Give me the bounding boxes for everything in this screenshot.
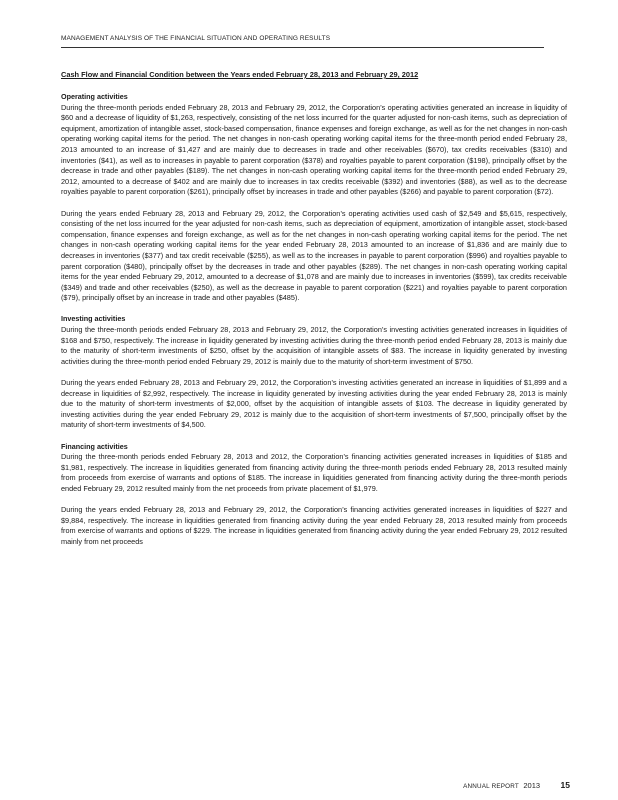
financing-paragraph-year: During the years ended February 28, 2013 and February 29, 2012, the Corporation’s financing activities generated increases in liquidities of $227 and $9,884, respectively. The increase in liquidities generated from financing activity during the year ended February 28, 2013 resulted mainly from proceeds from exercise of warrants and options of $229. The increase in liquidities generated from financing activity during the year ended February 29, 2012 resulted mainly from net proceeds — [61, 505, 567, 546]
running-header: MANAGEMENT ANALYSIS OF THE FINANCIAL SITUATION AND OPERATING RESULTS — [61, 35, 331, 42]
operating-paragraph-year: During the years ended February 28, 2013 and February 29, 2012, the Corporation’s operating activities used cash of $2,549 and $5,615, respectively, consisting of the net loss incurred for the year adjusted for non-cash items, such as depreciation of equipment, amortization of intangible asset, stock-based compensation, finance expenses and foreign exchange, as well as for the net changes in non-cash operating working capital items for the period. The net changes in non-cash operating working capital items for the year ended February 28, 2013 amounted to an increase of $1,836 and are mainly due to decreases in inventories ($377) and tax credit receivable ($255), as well as to the increases in payable to parent corporation ($996) and royalties payable to parent corporation ($480), principally offset by the decreases in trade and other payables ($289). The net changes in non-cash operating working capital items for the year ended February 29, 2012, amounted to a decrease of $1,078 and are mainly due to increases in inventories ($599), tax credits receivable ($349) and trade and other receivables ($250), as well as the decrease in payable to parent corporation ($221) and royalties payable to parent corporation ($79), principally offset by an increase in trade and other payables ($485). — [61, 208, 567, 303]
section-title: Cash Flow and Financial Condition between the Years ended February 28, 2013 and February 29, 2012 — [61, 70, 419, 79]
financing-activities-heading: Financing activities — [61, 441, 128, 451]
investing-paragraph-year: During the years ended February 28, 2013 and February 29, 2012, the Corporation’s investing activities generated an increase in liquidities of $1,899 and a decrease in liquidities of $2,992, respectively. The increase in liquidity generated by investing activities during the year ended February 28, 2013 is mainly due to the maturity of short-term investments of $2,000, offset by the acquisition of intangible assets of $103. The decrease in liquidity generated by investing activities during the year ended February 29, 2012 is mainly due to the acquisition of short-term investments of $7,500, principally offset by the maturity of short-term investments of $4,500. — [61, 378, 567, 430]
footer-report-label: ANNUAL REPORT — [463, 783, 519, 790]
page-number: 15 — [560, 780, 570, 790]
financing-paragraph-quarter: During the three-month periods ended February 28, 2013 and 2012, the Corporation’s financing activities generated increases in liquidities of $185 and $1,981, respectively. The increase in liquidities generated from financing activity during the three-month periods ended February 28, 2013 resulted mainly from proceeds from exercise of warrants and options of $185. The increase in liquidities generated from financing activity during the three-month periods ended February 29, 2012 resulted mainly from the net proceeds from private placement of $1,979. — [61, 452, 567, 493]
page-footer — [463, 775, 570, 793]
investing-paragraph-quarter: During the three-month periods ended February 28, 2013 and February 29, 2012, the Corporation’s investing activities generated increases in liquidities of $168 and $750, respectively. The increase in liquidity generated by investing activities during the three-month period ended February 28, 2013 is mainly due to the maturity of short-term investments of $250, offset by the acquisition of intangible assets of $83. The increase in liquidity generated by investing activities during the three-month period ended February 29, 2012 is mainly due to the maturity of short-term investment of $750. — [61, 325, 567, 366]
operating-activities-heading: Operating activities — [61, 92, 128, 101]
header-divider — [61, 47, 544, 48]
main-content — [61, 70, 567, 548]
footer-year: 2013 — [523, 781, 541, 790]
investing-activities-heading: Investing activities — [61, 314, 126, 324]
operating-paragraph-quarter: During the three-month periods ended February 28, 2013 and February 29, 2012, the Corporation’s operating activities generated an increase in liquidity of $60 and a decrease of liquidity of $1,263, respectively, consisting of the net loss incurred for the quarter adjusted for non-cash items, such as depreciation of equipment, amortization of intangible asset, stock-based compensation, finance expenses and foreign exchange, as well as for the net changes in non-cash operating working capital items for the period. The net changes in non-cash operating working capital items for the three-month period ended February 28, 2013 amounted to an increase of $1,427 and are mainly due to decreases in trade and other receivables ($670), tax credits receivables ($310) and inventories ($41), as well as to increases in payable to parent corporation ($378) and royalties payable to parent corporation ($198), principally offset by the decrease in trade and other payables ($189). The net changes in non-cash operating working capital items for the three-month period ended February 29, 2012, amounted to a decrease of $402 and are mainly due to increases in tax credits receivable ($392) and inventories ($88), as well as to the decrease royalties payable to parent corporation ($261), principally offset by increases in trade and other payables ($266) and payable to parent corporation ($72). — [61, 102, 567, 197]
